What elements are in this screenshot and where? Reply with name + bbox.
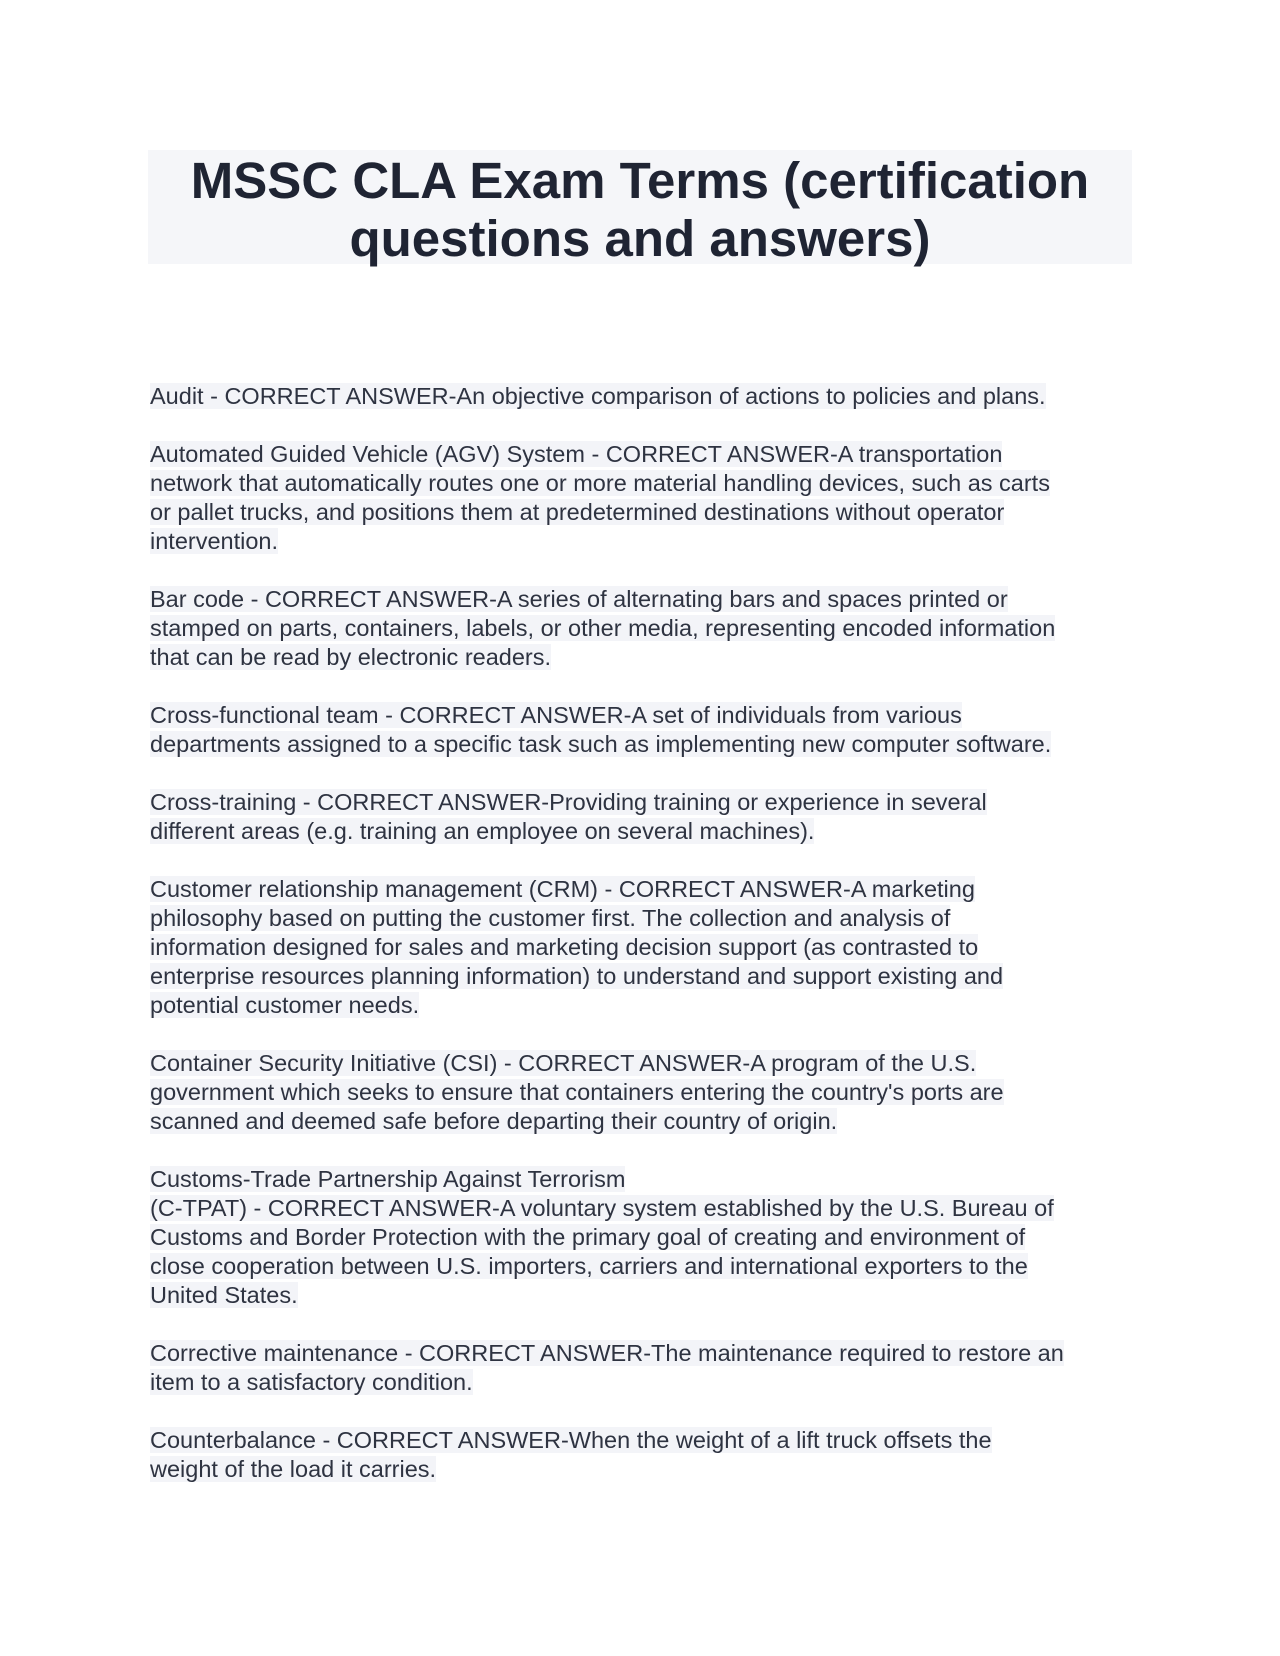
page-title [148,150,1132,268]
term-entry-text: network that automatically routes one or more material handling devices, such as carts [150,470,1050,496]
term-entry-line [150,1194,1140,1223]
terms-list [150,382,1140,1513]
term-entry-text: intervention. [150,528,279,554]
term-entry [150,1339,1140,1397]
term-entry-text: enterprise resources planning information) to understand and support existing and [150,963,1004,989]
term-entry [150,1049,1140,1136]
term-entry-text: Corrective maintenance - CORRECT ANSWER-The maintenance required to restore an [150,1340,1064,1366]
term-entry-line [150,527,1140,556]
term-entry-line [150,1165,1140,1194]
term-entry-line [150,440,1140,469]
term-entry-text: philosophy based on putting the customer first. The collection and analysis of [150,905,951,931]
term-entry [150,440,1140,556]
term-entry-line [150,382,1140,411]
term-entry-text: Customs-Trade Partnership Against Terrorism [150,1166,626,1192]
term-entry-text: Customer relationship management (CRM) - CORRECT ANSWER-A marketing [150,876,975,902]
term-entry-text: departments assigned to a specific task such as implementing new computer software. [150,731,1052,757]
term-entry [150,585,1140,672]
term-entry-line [150,1049,1140,1078]
term-entry-line [150,788,1140,817]
term-entry-text: Bar code - CORRECT ANSWER-A series of alternating bars and spaces printed or [150,586,1008,612]
term-entry-line [150,904,1140,933]
term-entry-line [150,962,1140,991]
term-entry-line [150,875,1140,904]
term-entry-text: potential customer needs. [150,992,420,1018]
term-entry-text: weight of the load it carries. [150,1456,437,1482]
term-entry-text: Container Security Initiative (CSI) - CORRECT ANSWER-A program of the U.S. [150,1050,977,1076]
term-entry-line [150,991,1140,1020]
term-entry-text: United States. [150,1282,298,1308]
term-entry-line [150,1368,1140,1397]
term-entry-text: stamped on parts, containers, labels, or other media, representing encoded information [150,615,1056,641]
term-entry [150,1426,1140,1484]
term-entry-line [150,498,1140,527]
term-entry-text: scanned and deemed safe before departing their country of origin. [150,1108,838,1134]
term-entry-line [150,469,1140,498]
term-entry-text: Counterbalance - CORRECT ANSWER-When the weight of a lift truck offsets the [150,1427,992,1453]
term-entry-text: close cooperation between U.S. importers, carriers and international exporters to the [150,1253,1028,1279]
term-entry-line [150,1252,1140,1281]
term-entry-line [150,1339,1140,1368]
title-line-2: questions and answers) [349,210,931,267]
title-line-1: MSSC CLA Exam Terms (certification [190,152,1090,209]
term-entry [150,875,1140,1020]
term-entry-line [150,1107,1140,1136]
term-entry-line [150,1223,1140,1252]
term-entry-text: Audit - CORRECT ANSWER-An objective comparison of actions to policies and plans. [150,383,1046,409]
term-entry-text: Automated Guided Vehicle (AGV) System - CORRECT ANSWER-A transportation [150,441,1003,467]
term-entry-text: or pallet trucks, and positions them at predetermined destinations without operator [150,499,1005,525]
term-entry-line [150,1078,1140,1107]
title-block [148,150,1132,267]
term-entry-line [150,1281,1140,1310]
term-entry-text: that can be read by electronic readers. [150,644,552,670]
term-entry-text: Customs and Border Protection with the primary goal of creating and environment of [150,1224,1026,1250]
term-entry [150,382,1140,411]
term-entry-text: (C-TPAT) - CORRECT ANSWER-A voluntary system established by the U.S. Bureau of [150,1195,1054,1221]
term-entry-line [150,614,1140,643]
term-entry-text: item to a satisfactory condition. [150,1369,473,1395]
term-entry-line [150,701,1140,730]
term-entry-text: different areas (e.g. training an employee on several machines). [150,818,815,844]
term-entry [150,788,1140,846]
term-entry-line [150,585,1140,614]
term-entry-text: Cross-training - CORRECT ANSWER-Providing training or experience in several [150,789,987,815]
term-entry-line [150,1426,1140,1455]
term-entry-line [150,643,1140,672]
term-entry-line [150,817,1140,846]
term-entry-text: government which seeks to ensure that containers entering the country's ports are [150,1079,1004,1105]
term-entry-line [150,1455,1140,1484]
term-entry-line [150,933,1140,962]
term-entry-text: information designed for sales and marketing decision support (as contrasted to [150,934,979,960]
term-entry-line [150,730,1140,759]
term-entry [150,701,1140,759]
term-entry-text: Cross-functional team - CORRECT ANSWER-A set of individuals from various [150,702,962,728]
term-entry [150,1165,1140,1310]
